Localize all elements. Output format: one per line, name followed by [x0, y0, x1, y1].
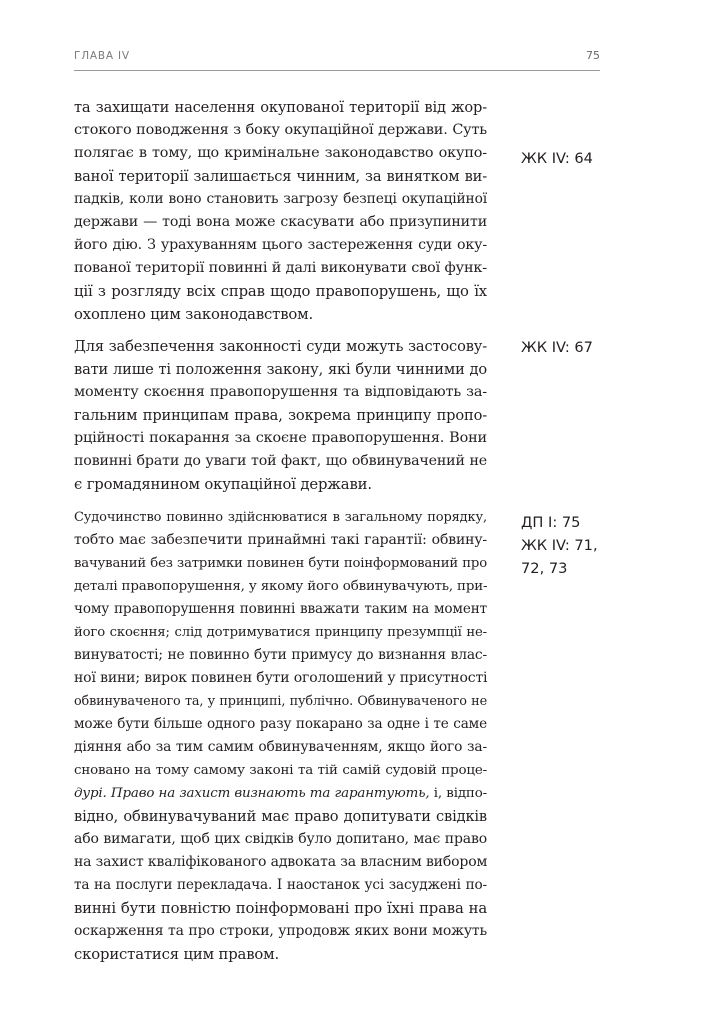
- page-number: 75: [586, 49, 600, 62]
- text-line: ваної території залишається чинним, за винятком ви-: [74, 168, 487, 185]
- margin-note-2: [521, 336, 621, 359]
- text-line: може бути більше одного разу покарано за одне і те саме: [74, 716, 487, 732]
- text-line: на захист кваліфікованого адвоката за власним вибором: [74, 854, 488, 870]
- text-line: тобто має забезпечити принаймні такі гарантії: обвину-: [74, 532, 487, 548]
- chapter-title: ГЛАВА IV: [74, 50, 130, 62]
- text-line: його скоєння; слід дотримуватися принципу презумпції не-: [74, 625, 487, 640]
- text-line: полягає в тому, що кримінальне законодавство окупо-: [74, 145, 487, 161]
- italic-fragment: дурі. Право на захист визнають та гарантують,: [74, 786, 430, 801]
- text-line: ції з розгляду всіх справ щодо правопорушень, що їх: [74, 283, 487, 300]
- text-line: Судочинство повинно здійснюватися в загальному порядку,: [74, 510, 487, 525]
- upright-fragment: і, відпо-: [429, 786, 487, 801]
- text-line: Для забезпечення законності суди можуть застосову-: [74, 338, 487, 355]
- text-line: вати лише ті положення закону, які були чинними до: [74, 361, 487, 378]
- text-line: його дію. З урахуванням цього застереження суди оку-: [74, 237, 487, 253]
- text-line: гальним принципам права, зокрема принципу пропо-: [74, 407, 487, 424]
- text-line: оскарження та про строки, упродовж яких вони можуть: [74, 923, 487, 939]
- text-line: або вимагати, щоб цих свідків було допитано, має право: [74, 831, 487, 847]
- text-line: повинні брати до уваги той факт, що обвинувачений не: [74, 453, 487, 469]
- text-line: охоплено цим законодавством.: [74, 306, 314, 323]
- text-line: та захищати населення окупованої території від жор-: [74, 99, 487, 116]
- text-line: обвинуваченого та, у принципі, публічно. Обвинуваченого не: [74, 694, 487, 709]
- paragraph-2: [74, 335, 487, 496]
- margin-note-line: ДП I: 75: [521, 514, 581, 531]
- text-line: вачуваний без затримки повинен бути поінформований про: [74, 556, 487, 571]
- text-line: держави — тоді вона може скасувати або призупинити: [74, 214, 487, 230]
- text-line: винні бути повністю поінформовані про їхні права на: [74, 900, 487, 917]
- margin-note-line: 72, 73: [521, 560, 568, 577]
- text-line: та на послуги перекладача. І наостанок усі засуджені по-: [74, 877, 487, 893]
- text-line: моменту скоєння правопорушення та відповідають за-: [74, 384, 487, 400]
- text-line: відно, обвинувачуваний має право допитувати свідків: [74, 808, 487, 825]
- text-line: є громадянином окупаційної держави.: [74, 476, 372, 493]
- margin-note-line: ЖК IV: 64: [521, 150, 593, 167]
- text-line: діяння або за тим самим обвинуваченням, якщо його за-: [74, 739, 487, 755]
- text-line: рційності покарання за скоєне правопорушення. Вони: [74, 430, 487, 446]
- text-line: скористатися цим правом.: [74, 946, 280, 963]
- margin-note-line: ЖК IV: 71,: [521, 537, 598, 554]
- text-line: стокого поводження з боку окупаційної держави. Суть: [74, 122, 487, 138]
- text-line: чому правопорушення повинні вважати таким на момент: [74, 601, 487, 617]
- text-line: сновано на тому самому законі та тій самій судовій проце-: [74, 763, 487, 778]
- margin-note-1: [521, 147, 621, 170]
- text-line-mixed: [74, 782, 487, 805]
- margin-note-line: ЖК IV: 67: [521, 339, 593, 356]
- paragraph-3: [74, 506, 487, 966]
- margin-note-3: [521, 511, 621, 580]
- text-line: пованої території повинні й далі виконувати свої функ-: [74, 260, 487, 276]
- paragraph-1: [74, 96, 487, 326]
- text-line: винуватості; не повинно бути примусу до визнання влас-: [74, 647, 487, 663]
- text-line: деталі правопорушення, у якому його обвинувачують, при-: [74, 579, 488, 594]
- text-line: падків, коли воно становить загрозу безпеці окупаційної: [74, 191, 487, 207]
- text-line: ної вини; вирок повинен бути оголошений у присутності: [74, 670, 488, 686]
- running-header: [74, 50, 600, 71]
